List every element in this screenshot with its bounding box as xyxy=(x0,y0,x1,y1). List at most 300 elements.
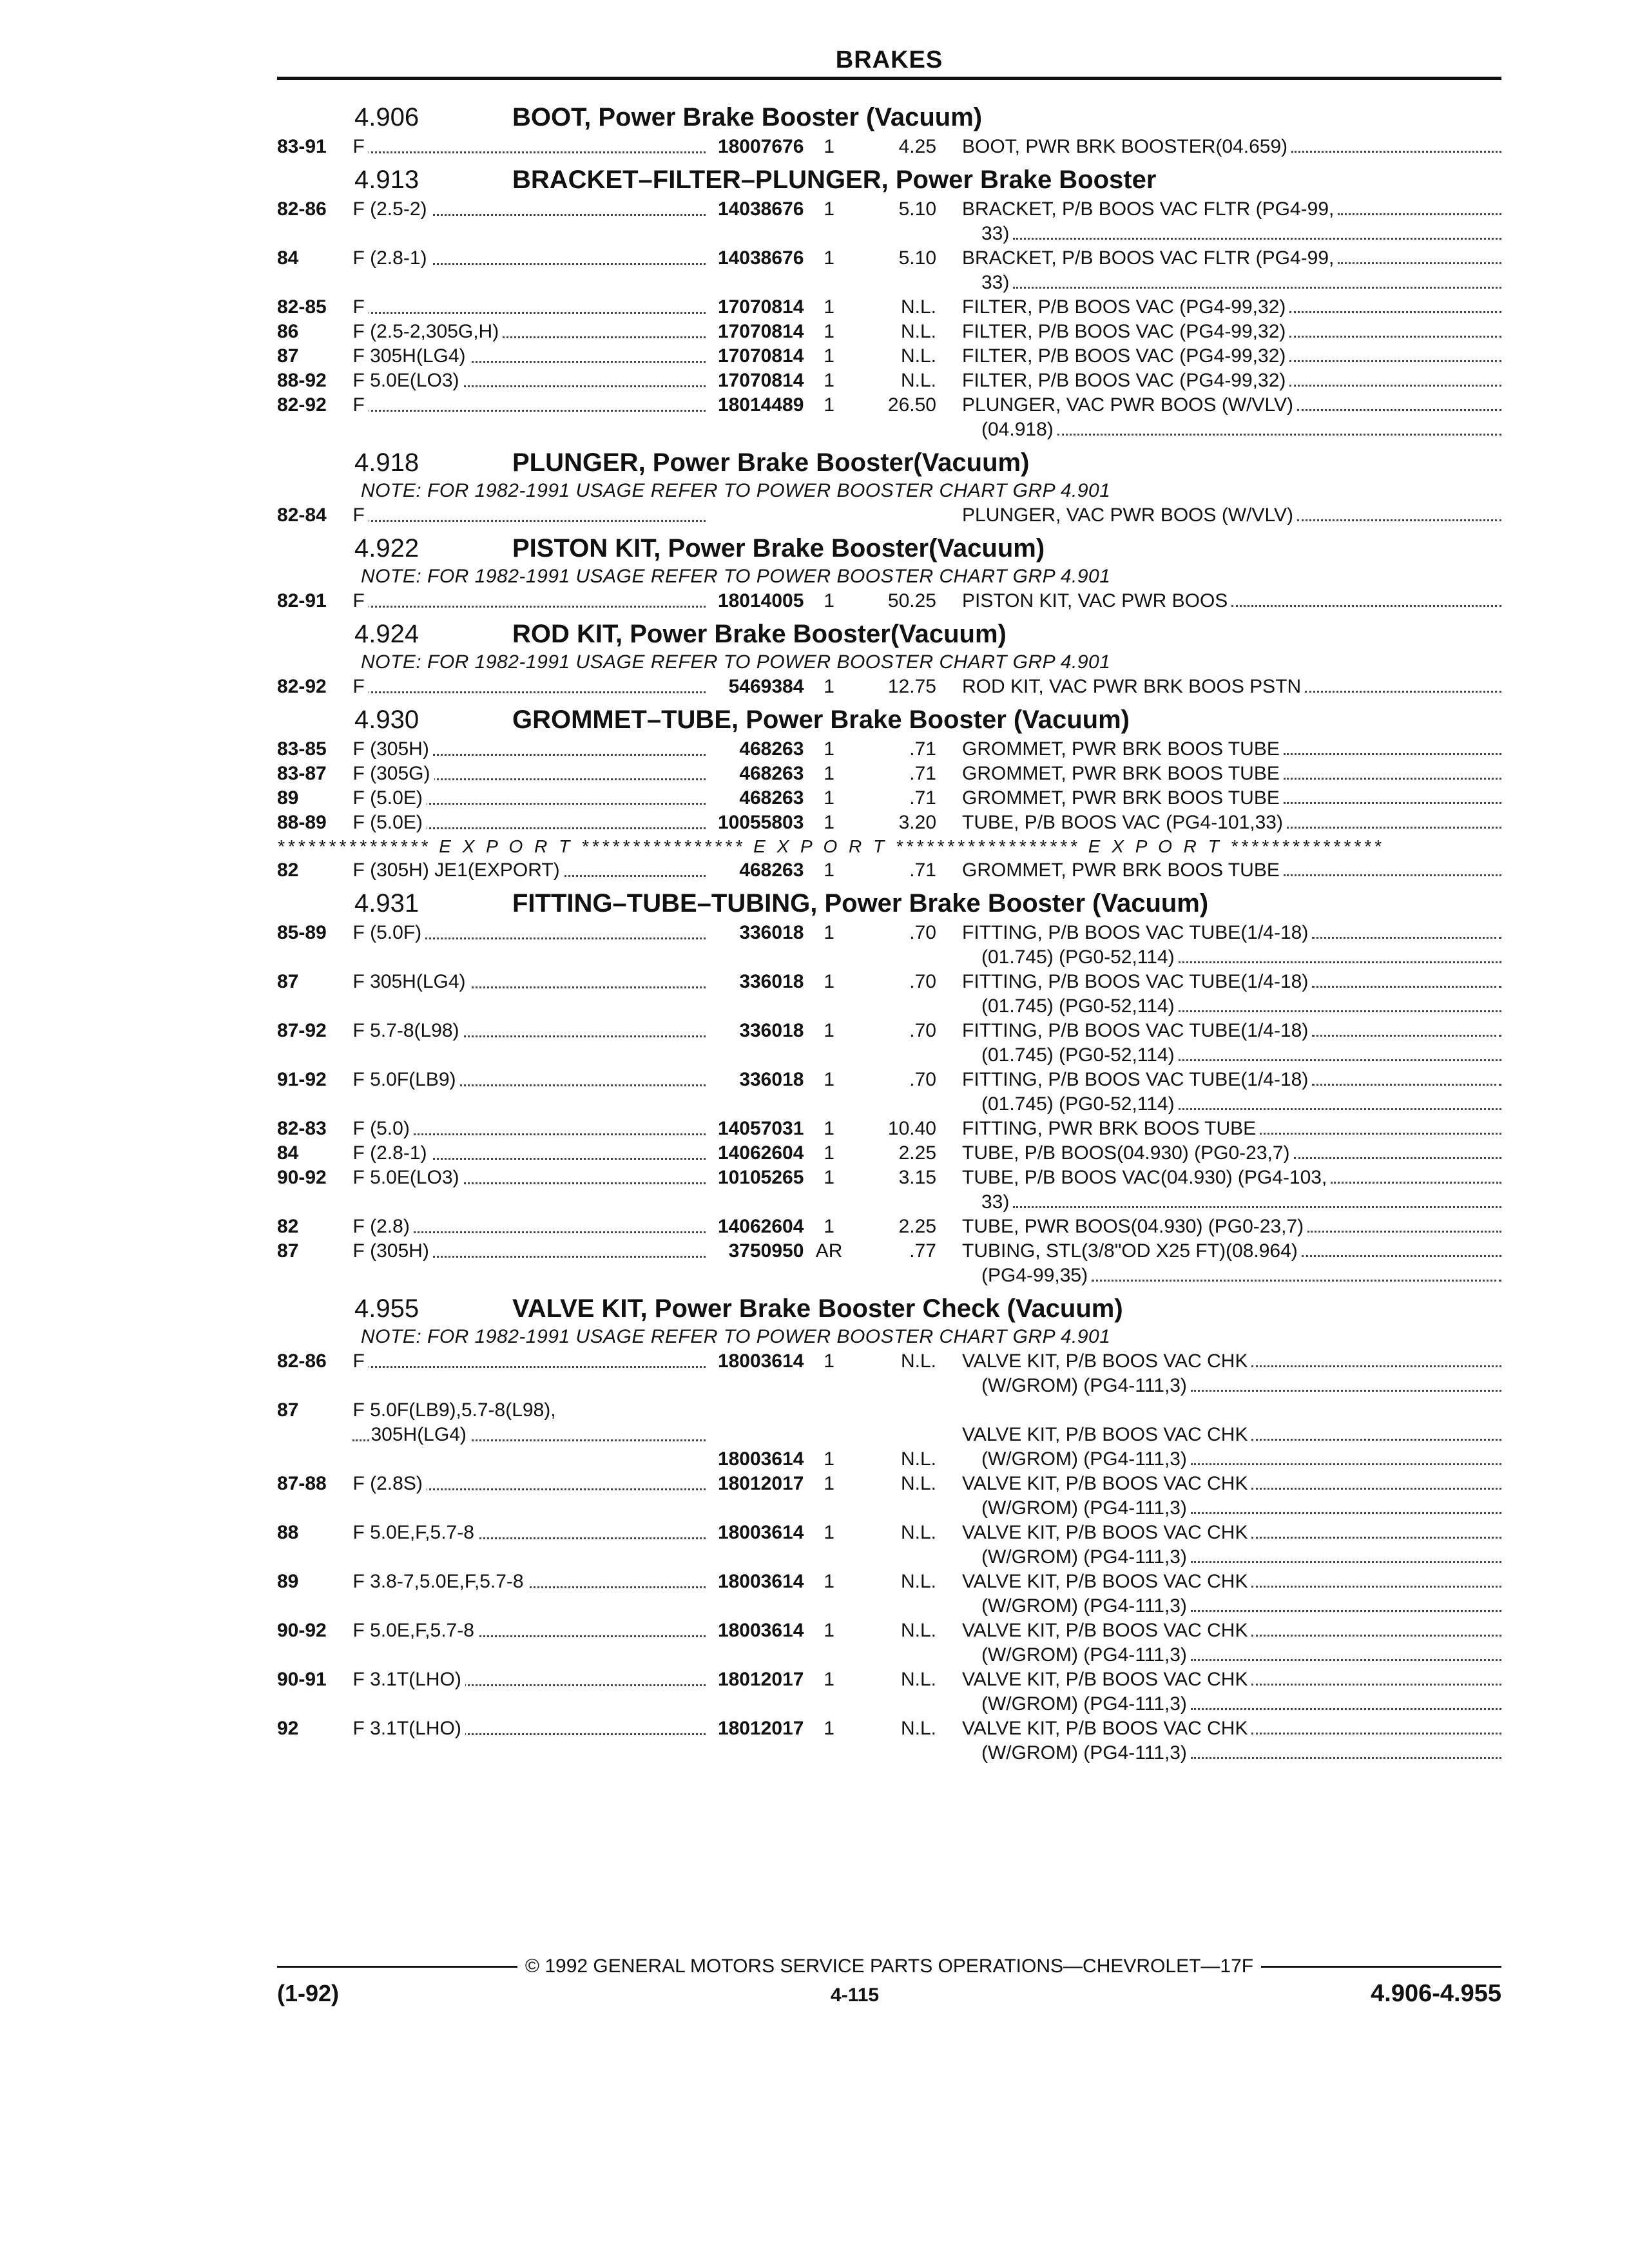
description-line xyxy=(962,271,1501,295)
quantity: 1 xyxy=(824,787,834,809)
leader-dots xyxy=(352,151,705,153)
price: 26.50 xyxy=(887,394,936,416)
description-line xyxy=(962,1264,1501,1288)
description-text: FITTING, PWR BRK BOOS TUBE xyxy=(962,1117,1260,1141)
price: N.L. xyxy=(900,1571,936,1592)
page-number: 4-115 xyxy=(831,1984,880,2006)
description xyxy=(936,1472,1501,1521)
application-text: F (2.8S) xyxy=(352,1473,426,1494)
description-text: (W/GROM) (PG4-111,3) xyxy=(981,1594,1191,1619)
price: N.L. xyxy=(900,1522,936,1543)
description-text: (01.745) (PG0-52,114) xyxy=(981,1092,1179,1117)
leader-dots xyxy=(1294,1141,1501,1159)
quantity: 1 xyxy=(824,1448,834,1470)
quantity: 1 xyxy=(824,1142,834,1164)
description-text: BRACKET, P/B BOOS VAC FLTR (PG4-99, xyxy=(962,246,1338,271)
leader-dots xyxy=(1284,786,1501,804)
footer-bottom xyxy=(277,1980,1501,2008)
price: .70 xyxy=(909,922,936,943)
part-row xyxy=(277,344,1501,369)
description-line xyxy=(962,1423,1501,1447)
application-text: F 3.8-7,5.0E,F,5.7-8 xyxy=(352,1571,527,1592)
quantity: 1 xyxy=(824,247,834,269)
description xyxy=(936,246,1501,295)
part-row xyxy=(277,921,1501,970)
application xyxy=(352,393,709,442)
application xyxy=(352,1349,709,1398)
description-line xyxy=(962,1472,1501,1496)
description-text: GROMMET, PWR BRK BOOS TUBE xyxy=(962,858,1284,883)
description-line xyxy=(962,737,1501,762)
application xyxy=(352,197,709,246)
application xyxy=(352,246,709,295)
description-line xyxy=(962,675,1501,699)
quantity: 1 xyxy=(824,1669,834,1690)
application-text: F 5.0F(LB9) xyxy=(352,1069,459,1090)
part-row xyxy=(277,1398,1501,1472)
section-title: VALVE KIT, Power Brake Booster Check (Vacuum) xyxy=(512,1294,1123,1323)
description-text: BRACKET, P/B BOOS VAC FLTR (PG4-99, xyxy=(962,197,1338,222)
description-line xyxy=(962,1594,1501,1619)
application xyxy=(352,1141,709,1166)
part-number: 18014005 xyxy=(717,590,804,611)
application xyxy=(352,1619,709,1667)
part-number: 18003614 xyxy=(717,1350,804,1372)
application-text: F 3.1T(LHO) xyxy=(352,1669,465,1690)
description xyxy=(936,1239,1501,1288)
part-row xyxy=(277,1667,1501,1716)
model-years: 90-92 xyxy=(277,1620,327,1641)
application-text: F xyxy=(352,1350,368,1372)
description-text: ROD KIT, VAC PWR BRK BOOS PSTN xyxy=(962,675,1305,699)
part-number: 17070814 xyxy=(717,345,804,367)
description-line xyxy=(962,418,1501,442)
part-number: 18012017 xyxy=(717,1669,804,1690)
leader-dots xyxy=(1251,1619,1501,1637)
price: 2.25 xyxy=(898,1142,936,1164)
model-years: 87 xyxy=(277,1240,299,1262)
application-text: F xyxy=(352,676,368,697)
description-text: FITTING, P/B BOOS VAC TUBE(1/4-18) xyxy=(962,1019,1312,1043)
leader-dots xyxy=(352,606,705,608)
part-row xyxy=(277,1619,1501,1667)
leader-dots xyxy=(1191,1741,1501,1759)
price: N.L. xyxy=(900,1473,936,1494)
price: .71 xyxy=(909,763,936,784)
description-line xyxy=(962,320,1501,344)
description-line xyxy=(962,1190,1501,1215)
part-row xyxy=(277,1570,1501,1619)
description-line xyxy=(962,1447,1501,1472)
quantity: 1 xyxy=(824,1620,834,1641)
part-row xyxy=(277,320,1501,344)
description-line xyxy=(962,786,1501,811)
application xyxy=(352,320,709,344)
leader-dots xyxy=(1260,1117,1501,1135)
application xyxy=(352,921,709,970)
part-row xyxy=(277,737,1501,762)
description xyxy=(936,393,1501,442)
part-number: 18007676 xyxy=(717,136,804,157)
description-text: VALVE KIT, P/B BOOS VAC CHK xyxy=(962,1521,1251,1545)
leader-dots xyxy=(1289,369,1501,387)
description-text: VALVE KIT, P/B BOOS VAC CHK xyxy=(962,1349,1251,1374)
model-years: 89 xyxy=(277,1571,299,1592)
description-line xyxy=(962,1545,1501,1570)
model-years: 83-91 xyxy=(277,136,327,157)
description-text: FILTER, P/B BOOS VAC (PG4-99,32) xyxy=(962,320,1289,344)
description-line xyxy=(962,1092,1501,1117)
description xyxy=(936,369,1501,393)
model-years: 82-84 xyxy=(277,505,327,526)
description-line xyxy=(962,246,1501,271)
price xyxy=(854,503,936,528)
section-heading xyxy=(277,166,1501,195)
quantity: 1 xyxy=(824,812,834,833)
section-4-918 xyxy=(277,448,1501,528)
section-4-906 xyxy=(277,103,1501,159)
leader-dots xyxy=(1251,1667,1501,1686)
leader-dots xyxy=(1191,1692,1501,1710)
part-row xyxy=(277,589,1501,613)
application-text: F 5.0E,F,5.7-8 xyxy=(352,1620,477,1641)
description-text: 33) xyxy=(981,1190,1013,1215)
part-number: 3750950 xyxy=(728,1240,804,1262)
leader-dots xyxy=(352,312,705,314)
description-text: (W/GROM) (PG4-111,3) xyxy=(981,1692,1191,1716)
description-line xyxy=(962,1215,1501,1239)
description-line xyxy=(962,1692,1501,1716)
price: 3.15 xyxy=(898,1167,936,1188)
part-row xyxy=(277,1166,1501,1215)
description xyxy=(936,1619,1501,1667)
price: N.L. xyxy=(900,1669,936,1690)
price: .70 xyxy=(909,1069,936,1090)
price: .77 xyxy=(909,1240,936,1262)
application-text: F (2.8) xyxy=(352,1216,413,1237)
application-text: F xyxy=(352,394,368,416)
part-row xyxy=(277,1019,1501,1068)
quantity: 1 xyxy=(824,971,834,992)
part-row xyxy=(277,1215,1501,1239)
application-line: F 5.0F(LB9),5.7-8(L98), xyxy=(352,1399,556,1421)
part-row xyxy=(277,1521,1501,1570)
application-text: F (305H) JE1(EXPORT) xyxy=(352,860,563,881)
part-row xyxy=(277,197,1501,246)
part-row xyxy=(277,1716,1501,1765)
leader-dots xyxy=(1287,811,1501,829)
price: N.L. xyxy=(900,1718,936,1739)
model-years: 91-92 xyxy=(277,1069,327,1090)
description-text: GROMMET, PWR BRK BOOS TUBE xyxy=(962,786,1284,811)
price: N.L. xyxy=(900,1448,936,1470)
description-text: VALVE KIT, P/B BOOS VAC CHK xyxy=(962,1423,1251,1447)
quantity: 1 xyxy=(824,1167,834,1188)
part-number: 17070814 xyxy=(717,296,804,318)
price: 2.25 xyxy=(898,1216,936,1237)
quantity: 1 xyxy=(824,394,834,416)
model-years: 88-89 xyxy=(277,812,327,833)
quantity: 1 xyxy=(824,1118,834,1139)
parts-list xyxy=(277,97,1501,1765)
description xyxy=(936,320,1501,344)
part-number: 18012017 xyxy=(717,1718,804,1739)
description-line xyxy=(962,1496,1501,1521)
part-number: 14062604 xyxy=(717,1142,804,1164)
leader-dots xyxy=(1289,320,1501,338)
description-line xyxy=(962,344,1501,369)
quantity: 1 xyxy=(824,676,834,697)
part-number: 18012017 xyxy=(717,1473,804,1494)
part-row xyxy=(277,970,1501,1019)
section-heading xyxy=(277,103,1501,132)
model-years: 83-85 xyxy=(277,738,327,760)
model-years: 87 xyxy=(277,345,299,367)
model-years: 89 xyxy=(277,787,299,809)
group-range: 4.906-4.955 xyxy=(1371,1980,1501,2007)
description-line xyxy=(962,503,1501,528)
description-line xyxy=(962,1068,1501,1092)
description xyxy=(936,1349,1501,1398)
price: 5.10 xyxy=(898,198,936,220)
application xyxy=(352,344,709,369)
application-text: F (2.8-1) xyxy=(352,1142,430,1164)
section-number: 4.931 xyxy=(354,889,419,918)
application-text: F (305G) xyxy=(352,763,434,784)
usage-note: NOTE: FOR 1982-1991 USAGE REFER TO POWER BOOSTER CHART GRP 4.901 xyxy=(361,480,1111,501)
description-text: FITTING, P/B BOOS VAC TUBE(1/4-18) xyxy=(962,970,1312,994)
description xyxy=(936,921,1501,970)
description-line xyxy=(962,393,1501,418)
section-4-913 xyxy=(277,166,1501,442)
description-line xyxy=(962,1374,1501,1398)
section-number: 4.955 xyxy=(354,1294,419,1323)
section-number: 4.924 xyxy=(354,620,419,648)
application-text: F (5.0) xyxy=(352,1118,413,1139)
revision-date: (1-92) xyxy=(277,1980,340,2006)
model-years: 82-83 xyxy=(277,1118,327,1139)
part-number: 5469384 xyxy=(728,676,804,697)
part-number: 18003614 xyxy=(717,1448,804,1470)
part-number: 468263 xyxy=(739,738,804,760)
page-header xyxy=(277,46,1501,80)
description-text: VALVE KIT, P/B BOOS VAC CHK xyxy=(962,1570,1251,1594)
application-text: F 3.1T(LHO) xyxy=(352,1718,465,1739)
description-line xyxy=(962,811,1501,835)
price: .71 xyxy=(909,787,936,809)
model-years: 82-92 xyxy=(277,676,327,697)
price: .70 xyxy=(909,971,936,992)
leader-dots xyxy=(1179,1043,1501,1061)
description-text: (01.745) (PG0-52,114) xyxy=(981,945,1179,970)
leader-dots xyxy=(352,520,705,522)
price: N.L. xyxy=(900,321,936,342)
leader-dots xyxy=(1297,503,1501,521)
part-row xyxy=(277,369,1501,393)
part-row xyxy=(277,811,1501,835)
part-number: 336018 xyxy=(739,922,804,943)
application-text: F (5.0E) xyxy=(352,787,426,809)
leader-dots xyxy=(352,1366,705,1368)
quantity: 1 xyxy=(824,1473,834,1494)
leader-dots xyxy=(1289,344,1501,362)
page-title: BRAKES xyxy=(835,46,943,73)
quantity: 1 xyxy=(824,1216,834,1237)
description xyxy=(936,1068,1501,1117)
description-line xyxy=(962,1667,1501,1692)
description-text: TUBE, PWR BOOS(04.930) (PG0-23,7) xyxy=(962,1215,1307,1239)
part-row xyxy=(277,135,1501,159)
model-years: 87-88 xyxy=(277,1473,327,1494)
price: 50.25 xyxy=(887,590,936,611)
section-heading xyxy=(277,889,1501,918)
description-line xyxy=(962,762,1501,786)
price: 12.75 xyxy=(887,676,936,697)
part-row xyxy=(277,786,1501,811)
description-text: GROMMET, PWR BRK BOOS TUBE xyxy=(962,762,1284,786)
application-text: F 5.0E,F,5.7-8 xyxy=(352,1522,477,1543)
application xyxy=(352,1716,709,1765)
leader-dots xyxy=(1092,1264,1501,1282)
description-line xyxy=(962,1141,1501,1166)
part-number: 14038676 xyxy=(717,198,804,220)
model-years: 82 xyxy=(277,860,299,881)
quantity: 1 xyxy=(824,1350,834,1372)
application-line: 305H(LG4) xyxy=(371,1424,470,1445)
part-number: 17070814 xyxy=(717,370,804,391)
model-years: 82-85 xyxy=(277,296,327,318)
application xyxy=(352,1215,709,1239)
description-text: FILTER, P/B BOOS VAC (PG4-99,32) xyxy=(962,295,1289,320)
price: N.L. xyxy=(900,345,936,367)
application xyxy=(352,503,709,528)
application xyxy=(352,811,709,835)
application xyxy=(352,675,709,699)
description-line xyxy=(962,1619,1501,1643)
part-row xyxy=(277,1117,1501,1141)
description-line xyxy=(962,589,1501,613)
description-line xyxy=(962,1521,1501,1545)
leader-dots xyxy=(1307,1215,1501,1233)
leader-dots xyxy=(1013,222,1501,240)
leader-dots xyxy=(1297,393,1501,411)
description-text: VALVE KIT, P/B BOOS VAC CHK xyxy=(962,1716,1251,1741)
price: 3.20 xyxy=(898,812,936,833)
description-text: PISTON KIT, VAC PWR BOOS xyxy=(962,589,1231,613)
price: 5.10 xyxy=(898,247,936,269)
application xyxy=(352,135,709,159)
description-line xyxy=(962,135,1501,159)
section-4-924 xyxy=(277,620,1501,699)
description-text: TUBE, P/B BOOS VAC(04.930) (PG4-103, xyxy=(962,1166,1331,1190)
application-text: F xyxy=(352,136,368,157)
leader-dots xyxy=(1179,994,1501,1012)
description-text: 33) xyxy=(981,222,1013,246)
description xyxy=(936,1215,1501,1239)
model-years: 88-92 xyxy=(277,370,327,391)
application xyxy=(352,858,709,883)
part-number: 17070814 xyxy=(717,321,804,342)
application-text: F (305H) xyxy=(352,1240,432,1262)
application-text: F xyxy=(352,296,368,318)
application xyxy=(352,786,709,811)
section-number: 4.913 xyxy=(354,166,419,194)
application xyxy=(352,970,709,1019)
application-text: F (2.8-1) xyxy=(352,247,430,269)
footer-line xyxy=(277,1956,1501,1977)
description xyxy=(936,344,1501,369)
part-row xyxy=(277,393,1501,442)
application-line-wrap xyxy=(352,1423,709,1447)
description-text: (W/GROM) (PG4-111,3) xyxy=(981,1447,1191,1472)
section-title: FITTING–TUBE–TUBING, Power Brake Booster (Vacuum) xyxy=(512,889,1209,918)
application xyxy=(352,737,709,762)
model-years: 82-86 xyxy=(277,1350,327,1372)
description-text: GROMMET, PWR BRK BOOS TUBE xyxy=(962,737,1284,762)
application xyxy=(352,295,709,320)
description-line xyxy=(962,858,1501,883)
model-years: 82-91 xyxy=(277,590,327,611)
part-number: 14038676 xyxy=(717,247,804,269)
model-years: 88 xyxy=(277,1522,299,1543)
header-rule xyxy=(277,77,1501,80)
leader-dots xyxy=(1289,295,1501,313)
section-4-931 xyxy=(277,889,1501,1288)
description-line xyxy=(962,1019,1501,1043)
model-years: 85-89 xyxy=(277,922,327,943)
description-line xyxy=(962,1239,1501,1264)
usage-note: NOTE: FOR 1982-1991 USAGE REFER TO POWER BOOSTER CHART GRP 4.901 xyxy=(361,1326,1111,1347)
description xyxy=(936,295,1501,320)
model-years: 87 xyxy=(277,1399,299,1421)
part-number: 468263 xyxy=(739,787,804,809)
part-row xyxy=(277,1349,1501,1398)
description-line xyxy=(962,945,1501,970)
leader-dots xyxy=(1179,945,1501,963)
application-text: F (305H) xyxy=(352,738,432,760)
application xyxy=(352,369,709,393)
application xyxy=(352,1068,709,1117)
leader-dots xyxy=(1338,246,1501,264)
quantity: AR xyxy=(815,1240,843,1262)
part-row xyxy=(277,762,1501,786)
leader-dots xyxy=(1191,1447,1501,1465)
part-number: 14062604 xyxy=(717,1216,804,1237)
description xyxy=(936,858,1501,883)
description-text: FILTER, P/B BOOS VAC (PG4-99,32) xyxy=(962,344,1289,369)
description xyxy=(936,811,1501,835)
section-number: 4.906 xyxy=(354,103,419,131)
leader-dots xyxy=(1251,1423,1501,1441)
quantity xyxy=(804,503,854,528)
section-number: 4.918 xyxy=(354,448,419,477)
application-text: F 305H(LG4) xyxy=(352,345,469,367)
description-line xyxy=(962,1570,1501,1594)
section-heading xyxy=(277,1294,1501,1323)
leader-dots xyxy=(1284,858,1501,876)
description-text: (W/GROM) (PG4-111,3) xyxy=(981,1643,1191,1667)
leader-dots xyxy=(1179,1092,1501,1110)
footer-rule-right xyxy=(1261,1966,1501,1968)
usage-note: NOTE: FOR 1982-1991 USAGE REFER TO POWER BOOSTER CHART GRP 4.901 xyxy=(361,566,1111,587)
description-text: PLUNGER, VAC PWR BOOS (W/VLV) xyxy=(962,503,1297,528)
description-line xyxy=(962,970,1501,994)
quantity: 1 xyxy=(824,860,834,881)
application xyxy=(352,589,709,613)
application-text: F (5.0E) xyxy=(352,812,426,833)
model-years: 90-91 xyxy=(277,1669,327,1690)
description-text: BOOT, PWR BRK BOOSTER(04.659) xyxy=(962,135,1291,159)
